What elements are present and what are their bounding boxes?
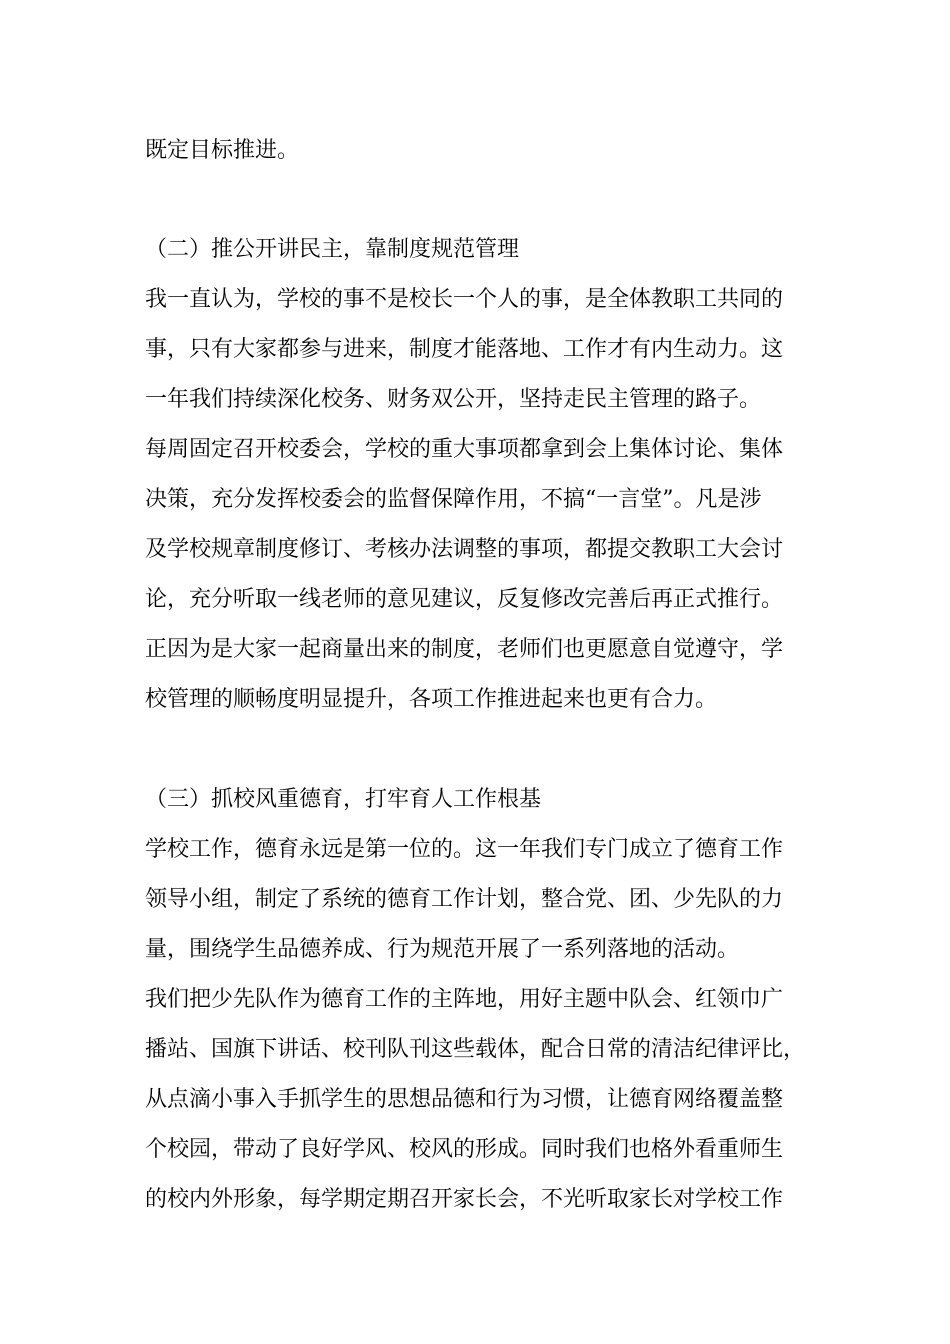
paragraph-line: 正因为是大家一起商量出来的制度，老师们也更愿意自觉遵守，学 bbox=[145, 637, 784, 662]
section-heading: （二）推公开讲民主，靠制度规范管理 bbox=[145, 237, 520, 262]
paragraph-line: 学校工作，德育永远是第一位的。这一年我们专门成立了德育工作 bbox=[145, 837, 784, 862]
paragraph-line: 量，围绕学生品德养成、行为规范开展了一系列落地的活动。 bbox=[145, 937, 740, 962]
paragraph-line: 从点滴小事入手抓学生的思想品德和行为习惯，让德育网络覆盖整 bbox=[145, 1087, 784, 1112]
paragraph-line: 播站、国旗下讲话、校刊队刊这些载体，配合日常的清洁纪律评比， bbox=[145, 1037, 806, 1062]
paragraph-line: 校管理的顺畅度明显提升，各项工作推进起来也更有合力。 bbox=[145, 687, 718, 712]
paragraph-line: 我一直认为，学校的事不是校长一个人的事，是全体教职工共同的 bbox=[145, 287, 784, 312]
paragraph-line: 的校内外形象，每学期定期召开家长会，不光听取家长对学校工作 bbox=[145, 1187, 784, 1212]
paragraph-line: 每周固定召开校委会，学校的重大事项都拿到会上集体讨论、集体 bbox=[145, 437, 784, 462]
paragraph-line: 及学校规章制度修订、考核办法调整的事项，都提交教职工大会讨 bbox=[145, 537, 784, 562]
paragraph-line: 领导小组，制定了系统的德育工作计划，整合党、团、少先队的力 bbox=[145, 887, 784, 912]
paragraph-line: 事，只有大家都参与进来，制度才能落地、工作才有内生动力。这 bbox=[145, 337, 784, 362]
paragraph-line: 决策，充分发挥校委会的监督保障作用，不搞“一言堂”。凡是涉 bbox=[145, 487, 762, 512]
paragraph-line: 个校园，带动了良好学风、校风的形成。同时我们也格外看重师生 bbox=[145, 1137, 784, 1162]
paragraph-line: 我们把少先队作为德育工作的主阵地，用好主题中队会、红领巾广 bbox=[145, 987, 784, 1012]
section-heading: （三）抓校风重德育，打牢育人工作根基 bbox=[145, 787, 542, 812]
paragraph-line: 既定目标推进。 bbox=[145, 138, 300, 163]
paragraph-line: 论，充分听取一线老师的意见建议，反复修改完善后再正式推行。 bbox=[145, 587, 784, 612]
paragraph-line: 一年我们持续深化校务、财务双公开，坚持走民主管理的路子。 bbox=[145, 387, 762, 412]
